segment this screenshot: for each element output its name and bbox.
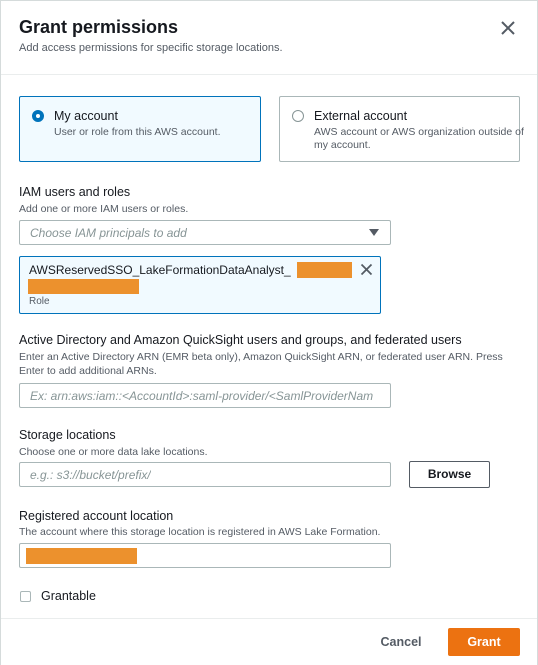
storage-description: Choose one or more data lake locations.	[19, 446, 208, 458]
redacted-block	[297, 262, 352, 278]
iam-principals-dropdown[interactable]	[19, 220, 391, 245]
registered-label: Registered account location	[19, 509, 174, 523]
iam-label: IAM users and roles	[19, 185, 131, 199]
ad-placeholder: Ex: arn:aws:iam::<AccountId>:saml-provider/<SamlProviderNam	[30, 389, 374, 403]
dialog-subtitle: Add access permissions for specific storage locations.	[19, 42, 283, 54]
token-name: AWSReservedSSO_LakeFormationDataAnalyst_	[29, 263, 291, 277]
caret-down-icon	[369, 229, 379, 236]
iam-principal-token	[19, 256, 381, 314]
grant-button[interactable]: Grant	[448, 628, 520, 656]
ad-description: Enter an Active Directory ARN (EMR beta only), Amazon QuickSight ARN, or federated user ARN. Press Enter to add additional ARNs.	[19, 351, 503, 377]
cancel-button[interactable]: Cancel	[380, 635, 422, 649]
dialog-header	[1, 1, 537, 75]
my-account-label: My account	[54, 109, 118, 123]
storage-location-input[interactable]	[19, 462, 391, 487]
external-account-option[interactable]	[279, 96, 524, 162]
storage-placeholder: e.g.: s3://bucket/prefix/	[30, 468, 151, 482]
registered-description: The account where this storage location is registered in AWS Lake Formation.	[19, 526, 381, 538]
external-account-label: External account	[314, 109, 408, 123]
dialog-footer	[1, 618, 537, 665]
iam-description: Add one or more IAM users or roles.	[19, 203, 189, 215]
external-account-description: AWS account or AWS organization outside of my account.	[314, 126, 524, 151]
ad-arn-input[interactable]	[19, 383, 391, 408]
grantable-label: Grantable	[41, 589, 96, 603]
redacted-block	[26, 548, 137, 564]
storage-label: Storage locations	[19, 428, 116, 442]
close-icon[interactable]	[360, 263, 373, 276]
redacted-block	[28, 279, 139, 294]
token-type: Role	[29, 296, 50, 307]
ad-label: Active Directory and Amazon QuickSight users and groups, and federated users	[19, 333, 462, 347]
close-icon[interactable]	[499, 19, 517, 37]
browse-button[interactable]: Browse	[409, 461, 490, 488]
registered-account-input[interactable]	[19, 543, 391, 568]
dialog-title: Grant permissions	[19, 17, 179, 37]
my-account-description: User or role from this AWS account.	[54, 126, 221, 138]
iam-placeholder: Choose IAM principals to add	[30, 226, 187, 240]
my-account-radio[interactable]	[32, 110, 44, 122]
grantable-checkbox[interactable]	[20, 591, 31, 602]
my-account-option[interactable]	[19, 96, 261, 162]
external-account-radio[interactable]	[292, 110, 304, 122]
